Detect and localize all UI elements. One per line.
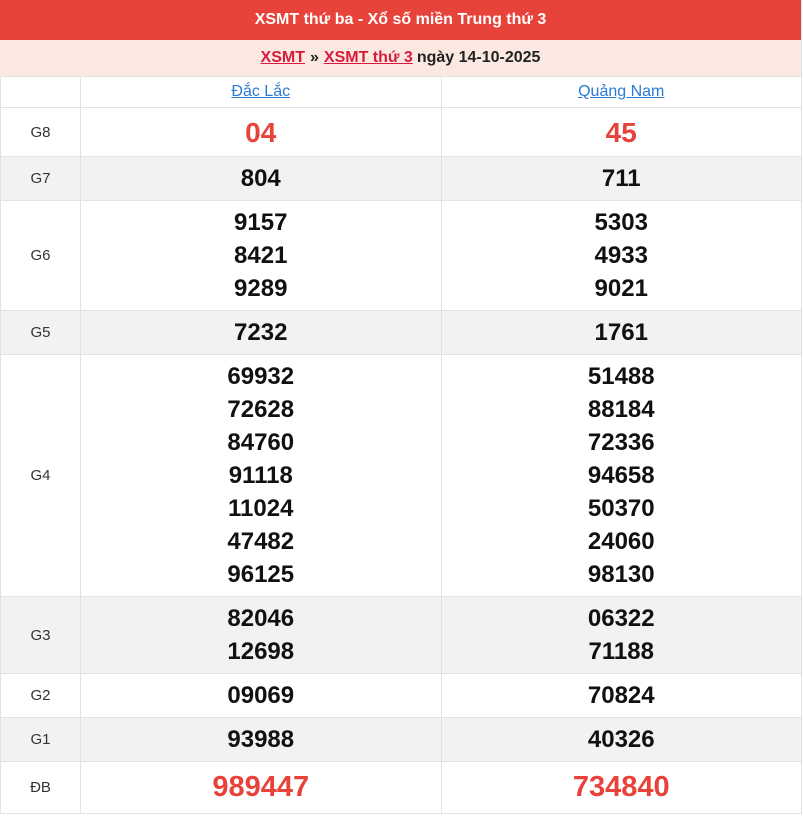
prize-cell [441, 108, 802, 157]
prize-label: G1 [1, 718, 81, 762]
page-title-text: XSMT thứ ba - Xổ số miền Trung thứ 3 [254, 11, 547, 28]
prize-number: 91118 [228, 462, 293, 489]
prize-number: 40326 [587, 726, 655, 753]
prize-number: 8421 [234, 242, 288, 269]
breadcrumb [0, 40, 801, 76]
prize-number: 09069 [227, 682, 295, 709]
prize-cell [81, 718, 442, 762]
prize-cell [81, 355, 442, 597]
prize-number: 9157 [234, 209, 288, 236]
prize-cell [81, 311, 442, 355]
prize-cell [81, 597, 442, 674]
prize-row-g2 [1, 674, 802, 718]
prize-number: 70824 [587, 682, 655, 709]
prize-label: G4 [1, 355, 81, 597]
prize-number: 71188 [588, 638, 654, 665]
prize-row-g7 [1, 157, 802, 201]
prize-number: 9021 [594, 275, 648, 302]
prize-label: G2 [1, 674, 81, 718]
province-header-2 [441, 77, 802, 108]
prize-cell [81, 157, 442, 201]
prize-label: G3 [1, 597, 81, 674]
prize-label: G7 [1, 157, 81, 201]
breadcrumb-link-xsmt[interactable]: XSMT [260, 49, 305, 66]
prize-cell [441, 762, 802, 814]
prize-cell [441, 597, 802, 674]
prize-number: 47482 [227, 528, 295, 555]
prize-cell [81, 201, 442, 311]
prize-label: G6 [1, 201, 81, 311]
prize-number: 72628 [227, 396, 295, 423]
prize-label: G8 [1, 108, 81, 157]
header-empty-cell [1, 77, 81, 108]
prize-number: 94658 [587, 462, 655, 489]
results-table [0, 76, 802, 814]
prize-number: 50370 [587, 495, 655, 522]
prize-row-g8 [1, 108, 802, 157]
prize-cell [441, 718, 802, 762]
prize-number: 24060 [587, 528, 655, 555]
breadcrumb-link-xsmt-thu-3[interactable]: XSMT thứ 3 [323, 49, 413, 66]
prize-cell [441, 311, 802, 355]
prize-number: 51488 [587, 363, 655, 390]
prize-label: ĐB [1, 762, 81, 814]
prize-number: 45 [605, 116, 637, 148]
prize-row-đb [1, 762, 802, 814]
prize-cell [441, 201, 802, 311]
prize-cell [81, 674, 442, 718]
prize-number: 734840 [572, 771, 670, 803]
prize-row-g6 [1, 201, 802, 311]
prize-number: 9289 [234, 275, 288, 302]
prize-cell [441, 355, 802, 597]
prize-number: 7232 [234, 319, 288, 346]
breadcrumb-separator: » [309, 49, 319, 66]
prize-cell [81, 762, 442, 814]
prize-number: 82046 [227, 605, 295, 632]
table-header-row [1, 77, 802, 108]
prize-number: 4933 [594, 242, 648, 269]
prize-number: 96125 [227, 561, 295, 588]
prize-number: 06322 [587, 605, 655, 632]
prize-cell [441, 157, 802, 201]
prize-number: 84760 [227, 429, 295, 456]
prize-number: 93988 [227, 726, 295, 753]
prize-row-g5 [1, 311, 802, 355]
prize-number: 72336 [587, 429, 655, 456]
prize-row-g4 [1, 355, 802, 597]
prize-number: 12698 [227, 638, 295, 665]
prize-row-g1 [1, 718, 802, 762]
prize-number: 04 [245, 116, 277, 148]
prize-number: 1761 [594, 319, 648, 346]
province-link-quang-nam[interactable]: Quảng Nam [578, 83, 665, 100]
prize-number: 98130 [587, 561, 655, 588]
prize-number: 69932 [227, 363, 295, 390]
breadcrumb-date: ngày 14-10-2025 [416, 49, 541, 66]
prize-number: 11024 [228, 495, 294, 522]
prize-number: 88184 [587, 396, 655, 423]
province-header-1 [81, 77, 442, 108]
prize-number: 711 [601, 165, 641, 192]
prize-number: 989447 [212, 771, 310, 803]
prize-cell [441, 674, 802, 718]
prize-number: 5303 [594, 209, 648, 236]
prize-row-g3 [1, 597, 802, 674]
page-title [0, 0, 801, 40]
prize-number: 804 [240, 165, 281, 192]
prize-label: G5 [1, 311, 81, 355]
prize-cell [81, 108, 442, 157]
province-link-dac-lac[interactable]: Đắc Lắc [231, 83, 291, 100]
